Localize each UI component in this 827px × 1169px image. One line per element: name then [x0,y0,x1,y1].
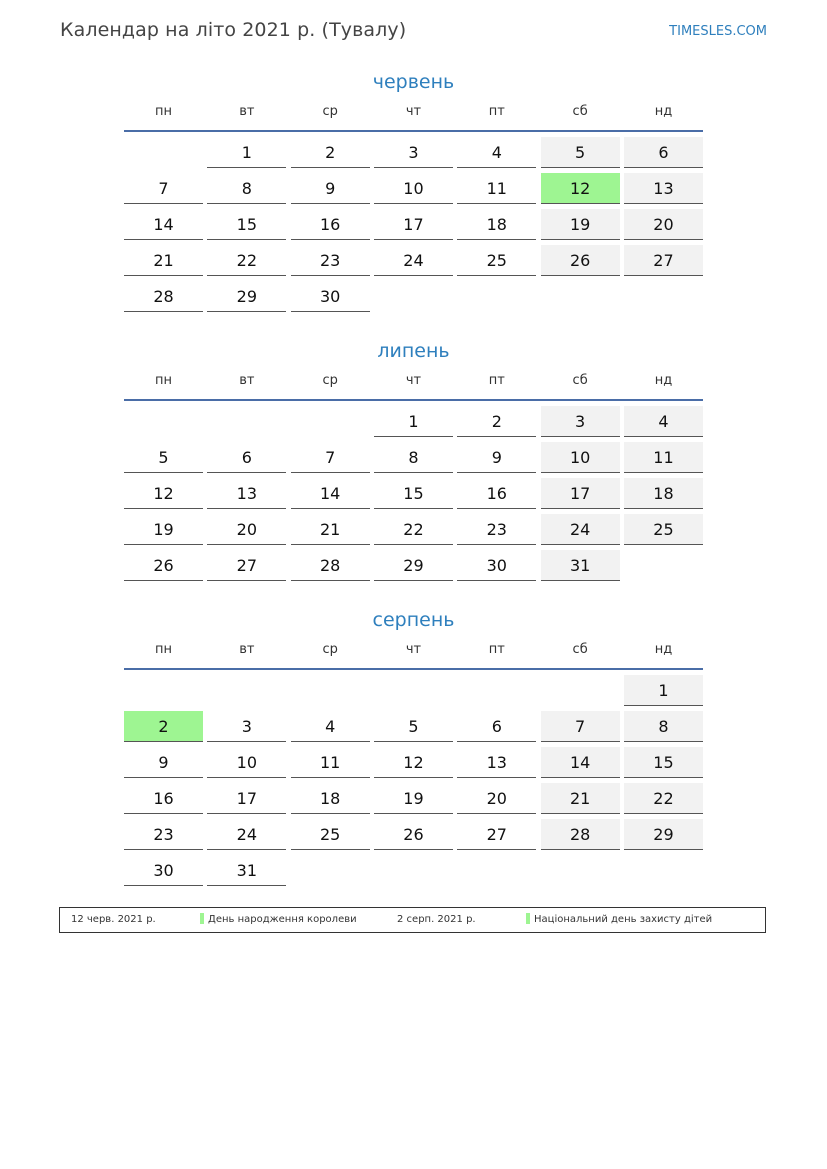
day-cell: 1 [374,406,453,437]
weekday-label: пт [488,373,505,388]
weekend-day-cell: 5 [541,137,620,168]
weekend-day-cell: 31 [541,550,620,581]
empty-cell [291,675,370,706]
day-cell: 11 [291,747,370,778]
day-cell: 15 [374,478,453,509]
day-cell: 9 [291,173,370,204]
weekday-label: вт [239,373,255,388]
holiday-day-cell: 2 [124,711,203,742]
day-cell: 25 [457,245,536,276]
weekend-day-cell: 4 [624,406,703,437]
weekend-day-cell: 29 [624,819,703,850]
weekend-day-cell: 8 [624,711,703,742]
weekday-label: нд [654,373,673,388]
weekday-label: сб [572,373,588,388]
weekend-day-cell: 6 [624,137,703,168]
day-cell: 12 [124,478,203,509]
day-cell: 18 [291,783,370,814]
day-cell: 1 [207,137,286,168]
month-august [124,608,703,886]
day-cell: 30 [291,281,370,312]
weekend-day-cell: 10 [541,442,620,473]
weekend-day-cell: 14 [541,747,620,778]
day-cell: 18 [457,209,536,240]
days-grid [124,137,703,312]
empty-cell [457,675,536,706]
site-link[interactable]: TIMESLES.COM [669,24,767,39]
day-cell: 25 [291,819,370,850]
weekday-header [124,641,703,659]
month-title: червень [372,71,455,93]
day-cell: 27 [207,550,286,581]
day-cell: 2 [457,406,536,437]
day-cell: 7 [291,442,370,473]
day-cell: 8 [207,173,286,204]
day-cell: 21 [291,514,370,545]
day-cell: 3 [207,711,286,742]
day-cell: 14 [291,478,370,509]
weekday-label: сб [572,642,588,657]
weekend-day-cell: 26 [541,245,620,276]
day-cell: 24 [207,819,286,850]
day-cell: 22 [207,245,286,276]
holiday-swatch [200,913,204,924]
legend-entry [526,908,712,932]
weekday-label: вт [239,642,255,657]
weekday-label: чт [405,373,422,388]
holiday-swatch [526,913,530,924]
day-cell: 16 [291,209,370,240]
day-cell: 12 [374,747,453,778]
weekday-label: сб [572,104,588,119]
weekend-day-cell: 19 [541,209,620,240]
weekend-day-cell: 11 [624,442,703,473]
legend-date: 2 серп. 2021 р. [397,914,476,925]
weekend-day-cell: 20 [624,209,703,240]
weekend-day-cell: 7 [541,711,620,742]
weekday-header [124,372,703,390]
weekend-day-cell: 1 [624,675,703,706]
weekday-label: нд [654,104,673,119]
weekday-header [124,103,703,121]
day-cell: 27 [457,819,536,850]
day-cell: 21 [124,245,203,276]
day-cell: 28 [291,550,370,581]
weekday-label: ср [322,373,338,388]
weekday-label: пт [488,104,505,119]
day-cell: 19 [374,783,453,814]
day-cell: 9 [124,747,203,778]
weekend-day-cell: 24 [541,514,620,545]
day-cell: 22 [374,514,453,545]
day-cell: 29 [374,550,453,581]
weekend-day-cell: 21 [541,783,620,814]
weekday-label: пт [488,642,505,657]
empty-cell [124,137,203,168]
day-cell: 29 [207,281,286,312]
day-cell: 31 [207,855,286,886]
day-cell: 23 [291,245,370,276]
day-cell: 11 [457,173,536,204]
day-cell: 4 [457,137,536,168]
day-cell: 23 [124,819,203,850]
legend-name: День народження королеви [208,914,357,925]
empty-cell [124,406,203,437]
empty-cell [207,406,286,437]
legend-name: Національний день захисту дітей [534,914,713,925]
empty-cell [291,406,370,437]
day-cell: 5 [374,711,453,742]
month-title: липень [377,340,450,362]
day-cell: 13 [457,747,536,778]
weekday-label: чт [405,104,422,119]
page-title: Календар на літо 2021 р. (Тувалу) [60,19,407,41]
header-divider [124,399,703,401]
day-cell: 30 [124,855,203,886]
weekday-label: нд [654,642,673,657]
header-divider [124,130,703,132]
empty-cell [124,675,203,706]
weekend-day-cell: 22 [624,783,703,814]
day-cell: 6 [207,442,286,473]
weekend-day-cell: 27 [624,245,703,276]
day-cell: 15 [207,209,286,240]
holiday-day-cell: 12 [541,173,620,204]
day-cell: 17 [207,783,286,814]
weekend-day-cell: 15 [624,747,703,778]
month-june [124,70,703,312]
header-divider [124,668,703,670]
weekday-label: пн [155,642,172,657]
day-cell: 10 [374,173,453,204]
day-cell: 4 [291,711,370,742]
day-cell: 6 [457,711,536,742]
day-cell: 13 [207,478,286,509]
day-cell: 17 [374,209,453,240]
weekday-label: пн [155,104,172,119]
weekday-label: пн [155,373,172,388]
weekend-day-cell: 28 [541,819,620,850]
weekday-label: чт [405,642,422,657]
day-cell: 7 [124,173,203,204]
day-cell: 8 [374,442,453,473]
weekend-day-cell: 18 [624,478,703,509]
legend-entry [200,908,357,932]
day-cell: 23 [457,514,536,545]
holiday-legend [59,907,766,933]
day-cell: 19 [124,514,203,545]
empty-cell [207,675,286,706]
day-cell: 10 [207,747,286,778]
day-cell: 16 [124,783,203,814]
day-cell: 14 [124,209,203,240]
weekday-label: ср [322,104,338,119]
day-cell: 16 [457,478,536,509]
day-cell: 3 [374,137,453,168]
day-cell: 5 [124,442,203,473]
day-cell: 26 [124,550,203,581]
day-cell: 20 [457,783,536,814]
weekend-day-cell: 3 [541,406,620,437]
weekday-label: ср [322,642,338,657]
month-july [124,339,703,581]
day-cell: 26 [374,819,453,850]
month-title: серпень [372,609,455,631]
day-cell: 9 [457,442,536,473]
legend-date: 12 черв. 2021 р. [71,914,156,925]
weekend-day-cell: 13 [624,173,703,204]
empty-cell [541,675,620,706]
weekend-day-cell: 17 [541,478,620,509]
empty-cell [374,675,453,706]
day-cell: 20 [207,514,286,545]
weekday-label: вт [239,104,255,119]
days-grid [124,406,703,581]
day-cell: 24 [374,245,453,276]
weekend-day-cell: 25 [624,514,703,545]
day-cell: 2 [291,137,370,168]
day-cell: 28 [124,281,203,312]
day-cell: 30 [457,550,536,581]
days-grid [124,675,703,886]
